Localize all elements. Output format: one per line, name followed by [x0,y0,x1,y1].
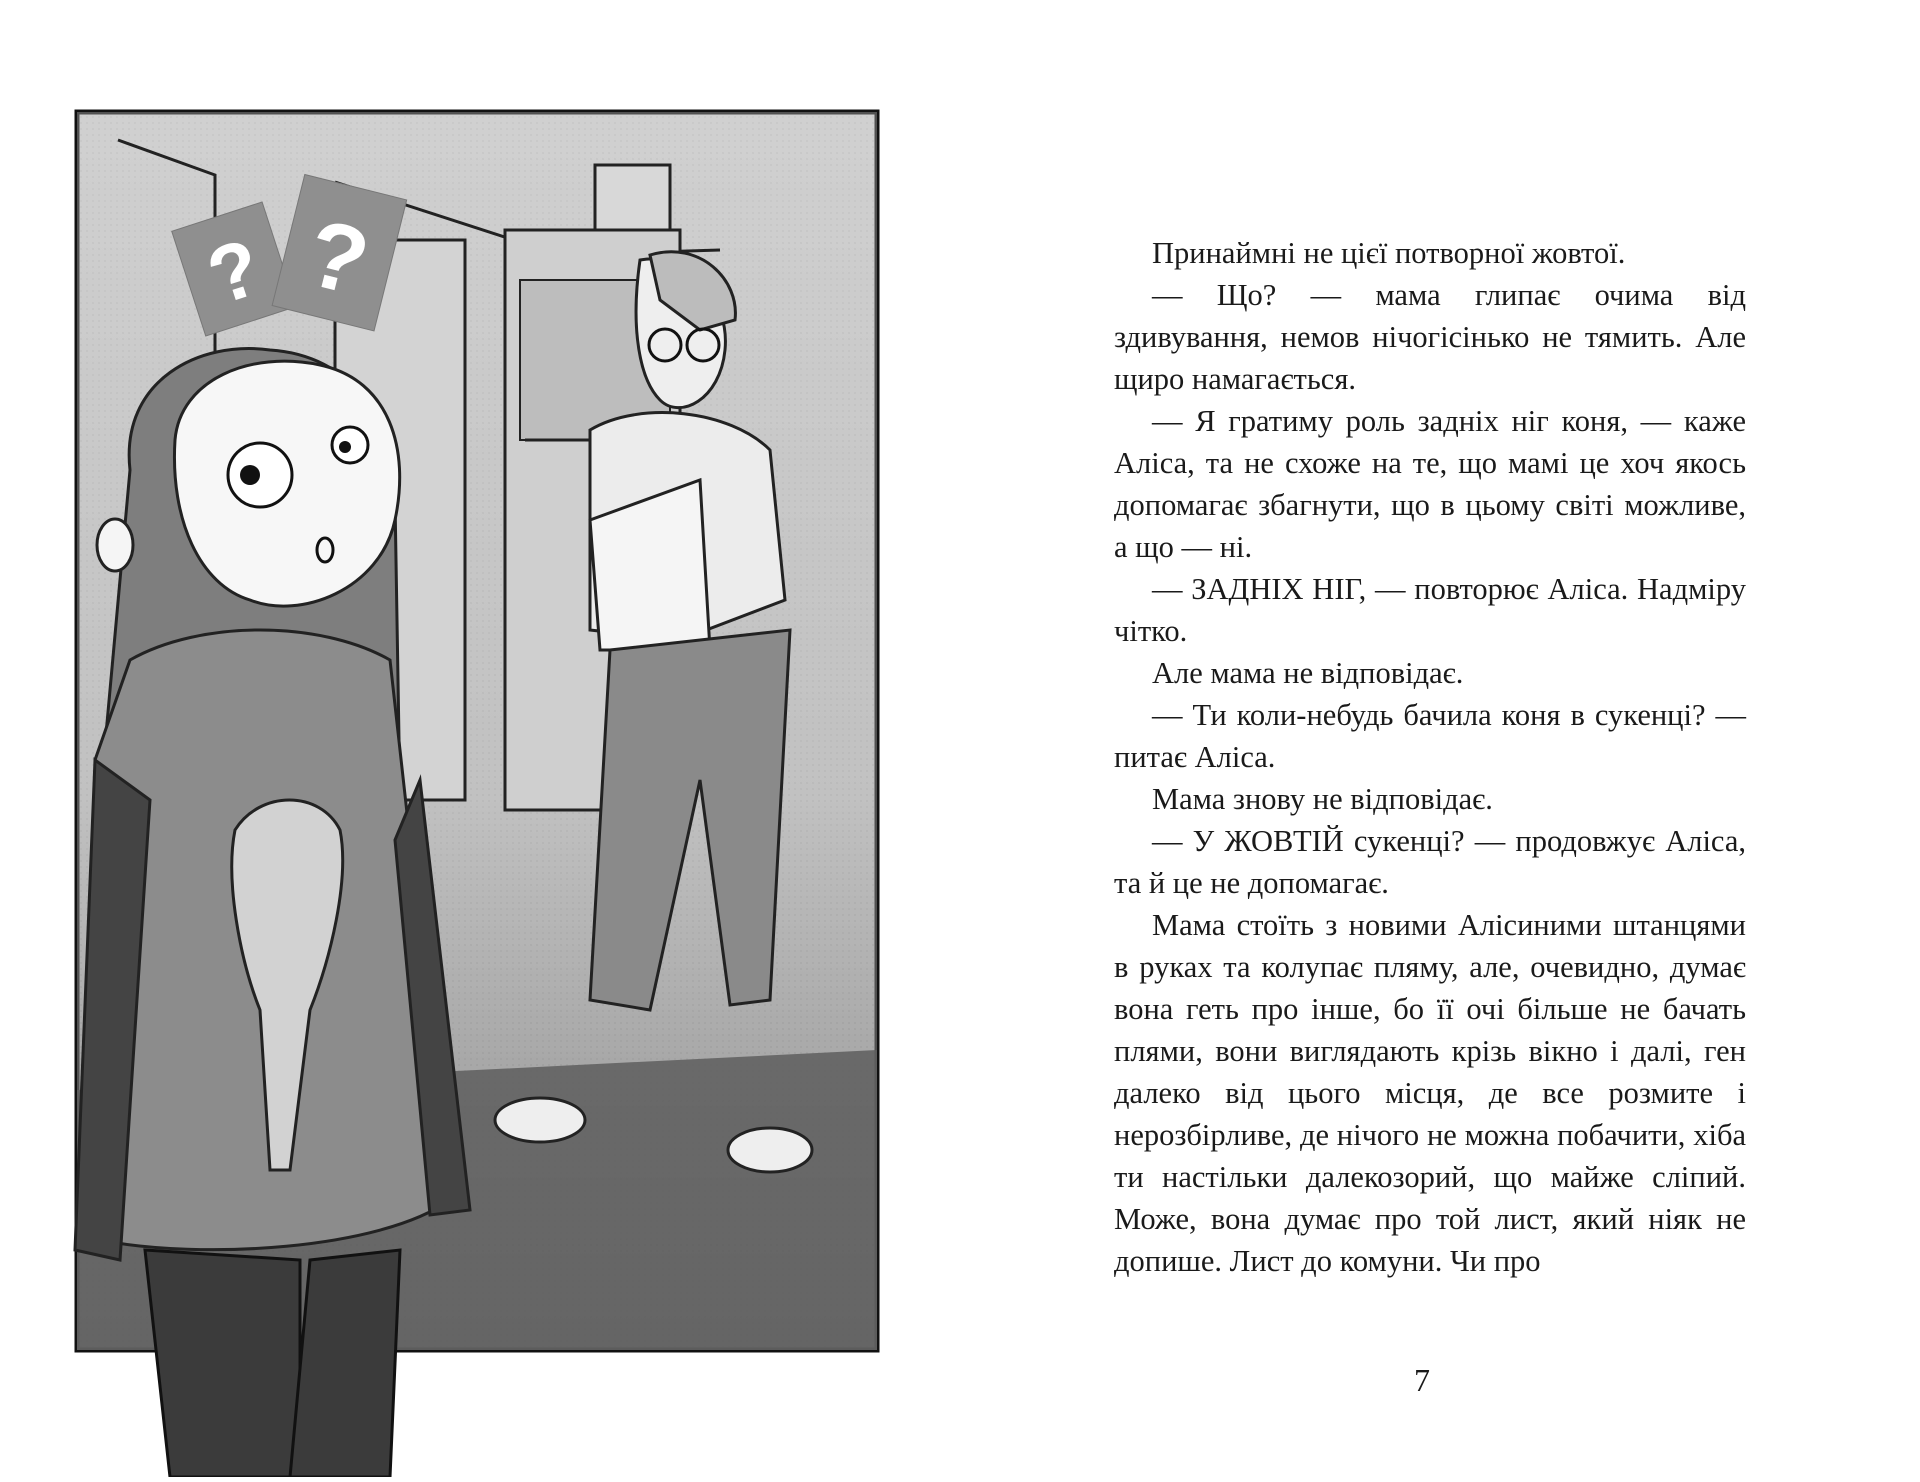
paragraph: — ЗАДНІХ НІГ, — повторює Аліса. Надміру чітко. [1114,572,1746,648]
paragraph: — Що? — мама глипає очима від здивування, немов нічогісінько не тямить. Але щиро намагається. [1114,278,1746,396]
paragraph: Мама знову не відповідає. [1152,782,1493,816]
paragraph: Мама стоїть з новими Алісиними штанцями в руках та колупає пляму, але, очевидно, думає вона геть про інше, бо її очі більше не бачать плями, вони виглядають крізь вікно і далі, ген далеко від цього місця, де все розмите і нерозбірливе, де нічого не можна побачити, хіба ти настільки далекозорий, що майже сліпий. Може, вона думає про той лист, який ніяк не допише. Лист до комуни. Чи про [1114,908,1746,1278]
paragraph: — Ти коли-небудь бачила коня в сукенці? — питає Аліса. [1114,698,1746,774]
paragraph: Принаймні не цієї потворної жовтої. [1152,236,1626,270]
question-mark-left: ? [197,221,272,322]
paragraph: — Я гратиму роль задніх ніг коня, — каже Аліса, та не схоже на те, що мамі це хоч якось допомагає збагнути, що в цьому світі можливе, а що — ні. [1114,404,1746,564]
page-number: 7 [1414,1362,1430,1398]
question-mark-right: ? [296,199,379,317]
paragraph: — У ЖОВТІЙ сукенці? — продовжує Аліса, та й це не допомагає. [1114,824,1746,900]
paragraph: Але мама не відповідає. [1152,656,1464,690]
page-text [1114,232,1746,1282]
comic-illustration [0,0,900,1477]
